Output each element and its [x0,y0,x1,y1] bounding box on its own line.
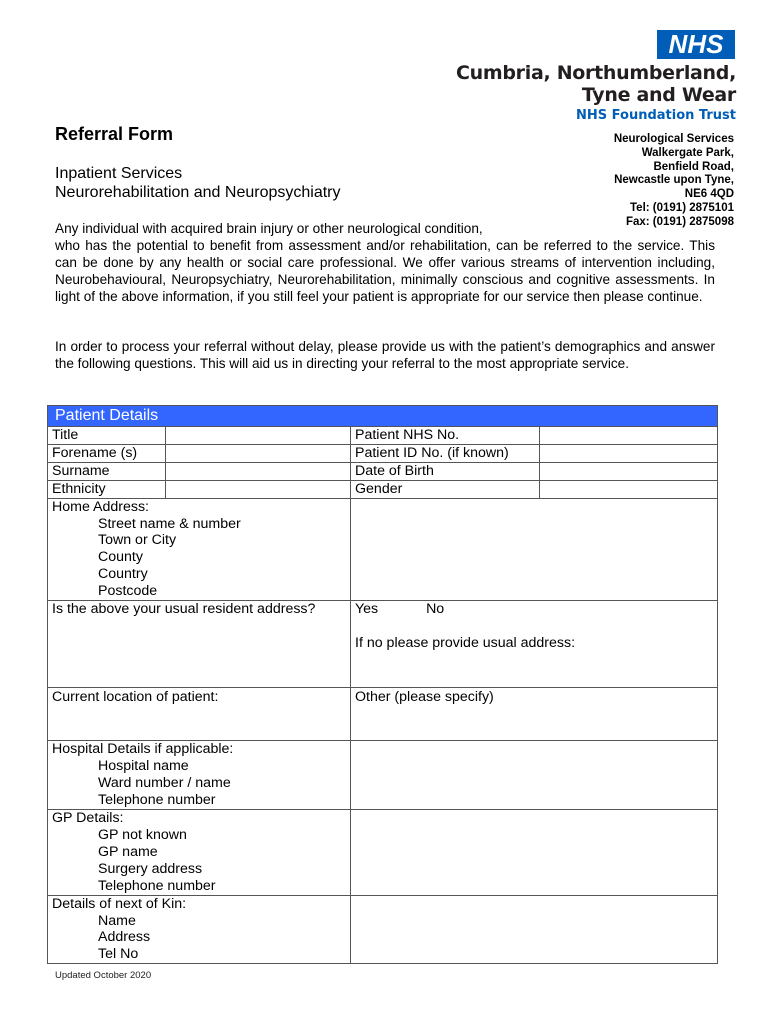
gp-details-cell [48,810,351,896]
title-label: Title [48,427,166,445]
dob-label: Date of Birth [351,462,540,480]
hospital-telephone-label: Telephone number [98,791,216,808]
nhs-number-label: Patient NHS No. [351,427,540,445]
address-line: NE6 4QD [684,188,734,201]
postcode-label: Postcode [98,583,158,600]
address-line: Newcastle upon Tyne, [614,174,734,187]
next-of-kin-field[interactable] [351,895,718,964]
fax: Fax: (0191) 2875098 [625,215,734,228]
if-no-label: If no please provide usual address: [355,634,576,651]
hospital-details-label: Hospital Details if applicable: [52,741,234,758]
gp-not-known-label: GP not known [98,826,187,843]
other-location-field[interactable]: Other (please specify) [351,688,718,741]
dob-field[interactable] [540,462,718,480]
gp-details-field[interactable] [351,810,718,896]
no-option[interactable]: No [426,601,445,618]
patient-id-field[interactable] [540,444,718,462]
contact-address [614,133,734,230]
nhs-number-field[interactable] [540,427,718,445]
surname-label: Surname [48,462,166,480]
service-line-1: Inpatient Services [55,165,183,182]
telephone: Tel: (0191) 2875101 [630,201,734,214]
address-line: Neurological Services [613,133,734,145]
gender-label: Gender [351,480,540,498]
hospital-details-cell [48,741,351,810]
footer-updated: Updated October 2020 [55,970,152,981]
home-address-field[interactable] [351,498,718,600]
nok-tel-label: Tel No [98,946,139,963]
patient-id-label: Patient ID No. (if known) [351,444,540,462]
section-header: Patient Details [48,406,718,427]
address-line: Benfield Road, [653,160,734,173]
nhs-logo: NHS [657,30,735,59]
patient-details-table [47,405,718,964]
trust-line-2: Tyne and Wear [581,84,736,106]
nok-address-label: Address [98,929,151,946]
forename-field[interactable] [166,444,351,462]
title-field[interactable] [166,427,351,445]
home-address-label: Home Address: [52,498,149,515]
intro-paragraph-1: who has the potential to benefit from assessment and/or rehabilitation, can be referred to the service. This can be done by any health or social care professional. We offer various streams of intervention including, Neurobehavioural, Neuropsychiatry, Neurorehabilitation, minimally conscious and cognitive assessments. In light of the above information, if you still feel your patient is appropriate for our service then please continue. [55,238,715,304]
surname-field[interactable] [166,462,351,480]
usual-address-answer[interactable] [351,601,718,688]
street-label: Street name & number [98,515,241,532]
hospital-details-field[interactable] [351,741,718,810]
next-of-kin-label: Details of next of Kin: [52,895,187,912]
surgery-address-label: Surgery address [98,860,203,877]
gender-field[interactable] [540,480,718,498]
page-title: Referral Form [55,124,174,144]
current-location-label: Current location of patient: [48,688,351,741]
trust-line-1: Cumbria, Northumberland, [456,62,736,84]
nok-name-label: Name [98,912,136,929]
forename-label: Forename (s) [48,444,166,462]
trust-name [456,62,736,106]
gp-name-label: GP name [98,843,158,860]
town-label: Town or City [98,532,177,549]
country-label: Country [98,566,148,583]
ward-label: Ward number / name [98,774,231,791]
hospital-name-label: Hospital name [98,757,189,774]
intro-line-1: Any individual with acquired brain injury or other neurological condition, [55,221,483,236]
trust-subtitle: NHS Foundation Trust [576,108,736,123]
home-address-label-cell [48,498,351,600]
gp-telephone-label: Telephone number [98,877,216,894]
gp-details-label: GP Details: [52,810,124,827]
usual-address-question: Is the above your usual resident address? [48,601,351,688]
ethnicity-label: Ethnicity [48,480,166,498]
county-label: County [98,549,143,566]
address-line: Walkergate Park, [641,146,734,159]
ethnicity-field[interactable] [166,480,351,498]
next-of-kin-cell [48,895,351,964]
service-line-2: Neurorehabilitation and Neuropsychiatry [55,184,341,201]
intro-paragraph-2: In order to process your referral without delay, please provide us with the patient’s demographics and answer the following questions. This will aid us in directing your referral to the most appropriate service. [55,339,715,371]
yes-option[interactable]: Yes [355,601,379,618]
